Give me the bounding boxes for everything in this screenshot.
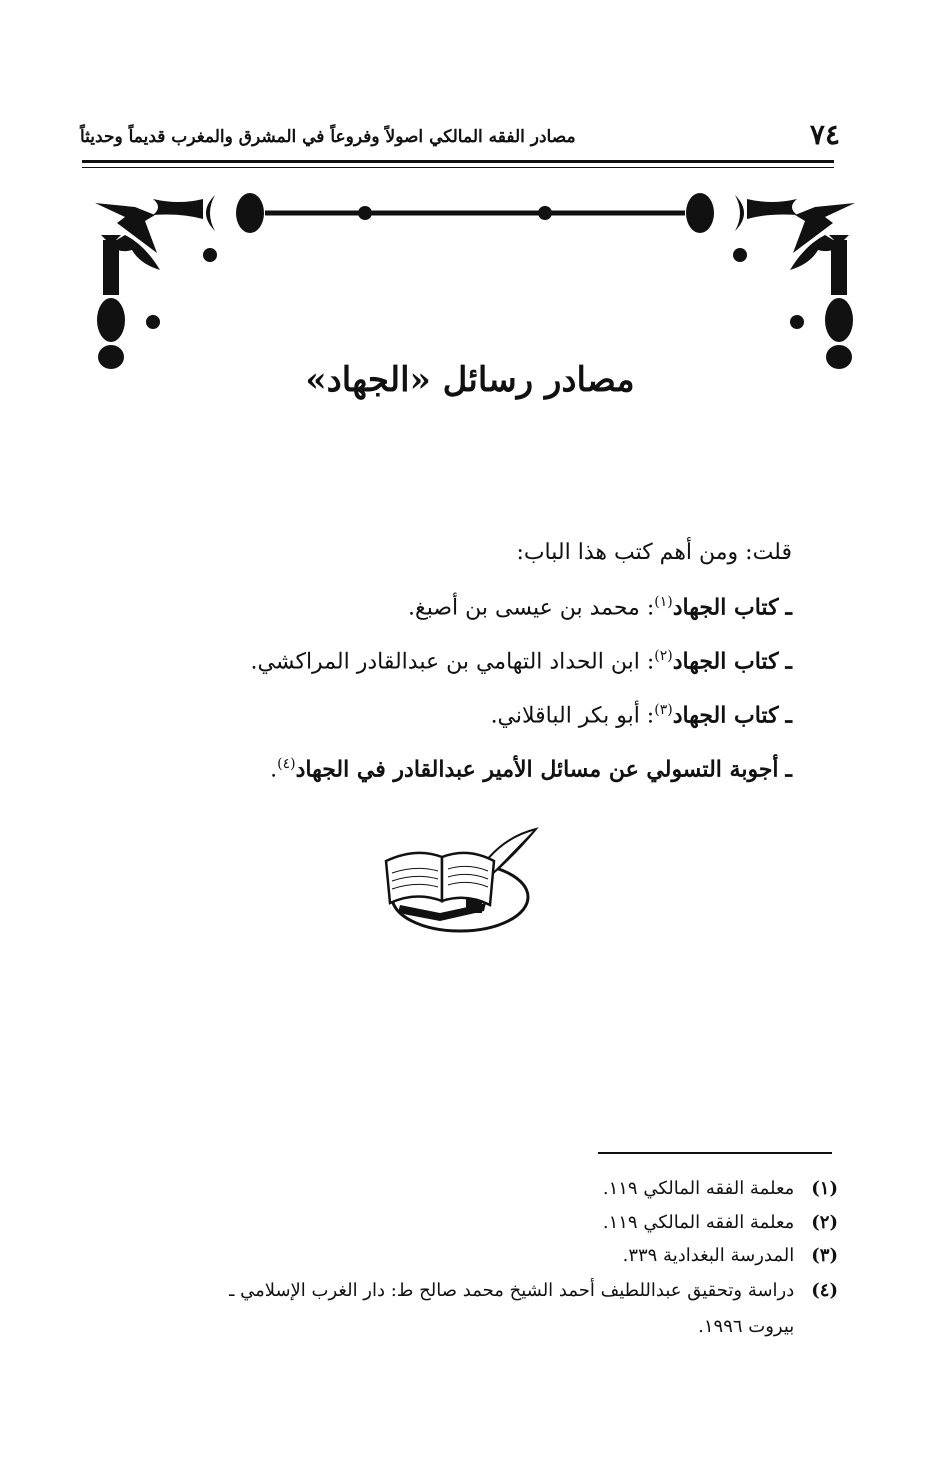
intro-line: قلت: ومن أهم كتب هذا الباب: <box>516 540 792 565</box>
ornament-frame <box>85 185 865 370</box>
footnote-text: معلمة الفقه المالكي ١١٩. <box>602 1178 795 1199</box>
footnote-ref: (٤) <box>277 756 296 772</box>
header-rule-bottom <box>82 167 834 168</box>
header-rule-top <box>82 160 834 163</box>
entry-dash: ـ <box>785 756 792 783</box>
entry-dash: ـ <box>785 648 792 675</box>
footnote-number: (٣) <box>811 1245 838 1266</box>
footnote-ref: (٣) <box>654 702 673 718</box>
footnote-text: المدرسة البغدادية ٣٣٩. <box>622 1245 795 1266</box>
footnote-number: (٢) <box>811 1212 838 1233</box>
entry-title: كتاب الجهاد <box>672 702 779 729</box>
footnote-ref: (١) <box>654 594 673 610</box>
entry-text: : محمد بن عيسى بن أصبغ. <box>408 595 655 621</box>
entry-title: كتاب الجهاد <box>672 594 779 621</box>
entry-line <box>408 594 792 620</box>
entry-line <box>491 702 792 728</box>
entry-text: : أبو بكر الباقلاني. <box>490 703 655 729</box>
footnote-ref: (٢) <box>654 648 673 664</box>
entry-text: . <box>270 757 278 783</box>
page-number: ٧٤ <box>809 118 840 151</box>
chapter-title: مصادر رسائل «الجهاد» <box>305 360 635 400</box>
footnote-continuation <box>698 1316 838 1337</box>
footnote <box>603 1212 838 1233</box>
footnote-number: (٤) <box>811 1280 838 1301</box>
footnote-text: معلمة الفقه المالكي ١١٩. <box>602 1212 795 1233</box>
entry-dash: ـ <box>785 702 792 729</box>
entry-line <box>251 648 792 674</box>
running-header-title: مصادر الفقه المالكي اصولاً وفروعاً في المشرق والمغرب قديماً وحديثاً <box>80 127 576 147</box>
entry-text: : ابن الحداد التهامي بن عبدالقادر المراكشي. <box>250 649 655 675</box>
footnote-number: (١) <box>811 1178 838 1199</box>
footnote <box>603 1178 838 1199</box>
entry-title: كتاب الجهاد <box>672 648 779 675</box>
book-quill-vignette-icon <box>380 825 540 935</box>
footnote <box>623 1245 838 1266</box>
footnote-rule <box>598 1152 832 1154</box>
footnote <box>229 1280 838 1301</box>
entry-title: أجوبة التسولي عن مسائل الأمير عبدالقادر في الجهاد <box>295 756 779 783</box>
entry-dash: ـ <box>785 594 792 621</box>
entry-line <box>270 756 792 782</box>
footnote-text: بيروت ١٩٩٦. <box>698 1316 795 1337</box>
footnote-text: دراسة وتحقيق عبداللطيف أحمد الشيخ محمد صالح ط: دار الغرب الإسلامي ـ <box>229 1280 795 1301</box>
